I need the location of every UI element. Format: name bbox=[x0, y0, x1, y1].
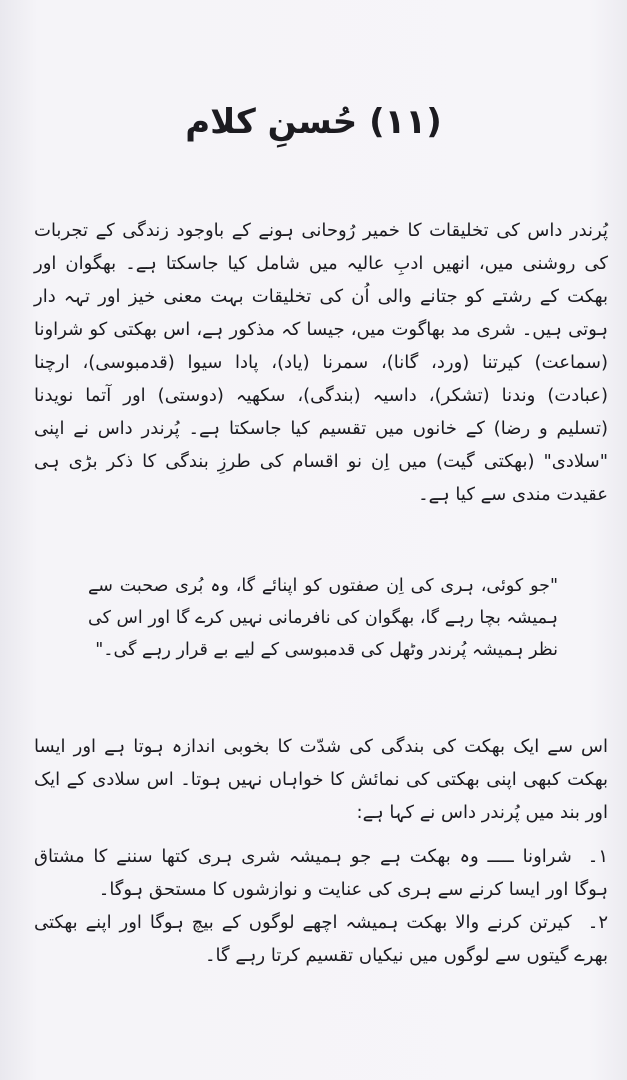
list-item-number: ۲۔ bbox=[587, 912, 608, 933]
numbered-list bbox=[34, 840, 608, 972]
block-quote: "جو کوئی، ہری کی اِن صفتوں کو اپنائے گا، وہ بُری صحبت سے ہمیشہ بچا رہے گا، بھگوان کی نافرمانی نہیں کرے گا اور اس کی نظر ہمیشہ پُرندر وٹھل کی قدمبوسی کے لیے بے قرار رہے گی۔" bbox=[88, 576, 558, 660]
body-paragraph-1: پُرندر داس کی تخلیقات کا خمیر رُوحانی ہونے کے باوجود زندگی کے تجربات کی روشنی میں، انھیں ادبِ عالیہ میں شامل کیا جاسکتا ہے۔ بھگوان اور بھکت کے رشتے کو جتانے والی اُن کی تخلیقات بہت معنی خیز اور تہہ دار ہوتی ہیں۔ شری مد بھاگوت میں، جیسا کہ مذکور ہے، اس بھکتی کو شراونا (سماعت) کیرتنا (ورد، گانا)، سمرنا (یاد)، پادا سیوا (قدمبوسی)، ارچنا (عبادت) وندنا (تشکر)، داسیہ (بندگی)، سکھیہ (دوستی) اور آتما نویدنا (تسلیم و رضا) کے خانوں میں تقسیم کیا جاسکتا ہے۔ پُرندر داس نے اپنی "سلادی" (بھکتی گیت) میں اِن نو اقسام کی طرزِ بندگی کا ذکر بڑی ہی عقیدت مندی سے کیا ہے۔ bbox=[34, 220, 608, 505]
list-item bbox=[34, 840, 608, 906]
body-paragraph-2: اس سے ایک بھکت کی بندگی کی شدّت کا بخوبی اندازہ ہوتا ہے اور ایسا بھکت کبھی اپنی بھکتی کی نمائش کا خواہاں نہیں ہوتا۔ اس سلادی کے ایک اور بند میں پُرندر داس نے کہا ہے: bbox=[34, 736, 608, 823]
list-item-text: شراونا ـــــ وہ بھکت ہے جو ہمیشہ شری ہری کتھا سننے کا مشتاق ہوگا اور ایسا کرنے سے ہری کی عنایت و نوازشوں کا مستحق ہوگا۔ bbox=[34, 846, 608, 900]
list-item-number: ۱۔ bbox=[587, 846, 608, 867]
list-item bbox=[34, 906, 608, 972]
list-item-text: کیرتن کرنے والا بھکت ہمیشہ اچھے لوگوں کے بیچ ہوگا اور اپنے بھکتی بھرے گیتوں سے لوگوں میں نیکیاں تقسیم کرتا رہے گا۔ bbox=[34, 912, 608, 966]
chapter-title: (۱۱) حُسنِ کلام bbox=[185, 102, 442, 142]
